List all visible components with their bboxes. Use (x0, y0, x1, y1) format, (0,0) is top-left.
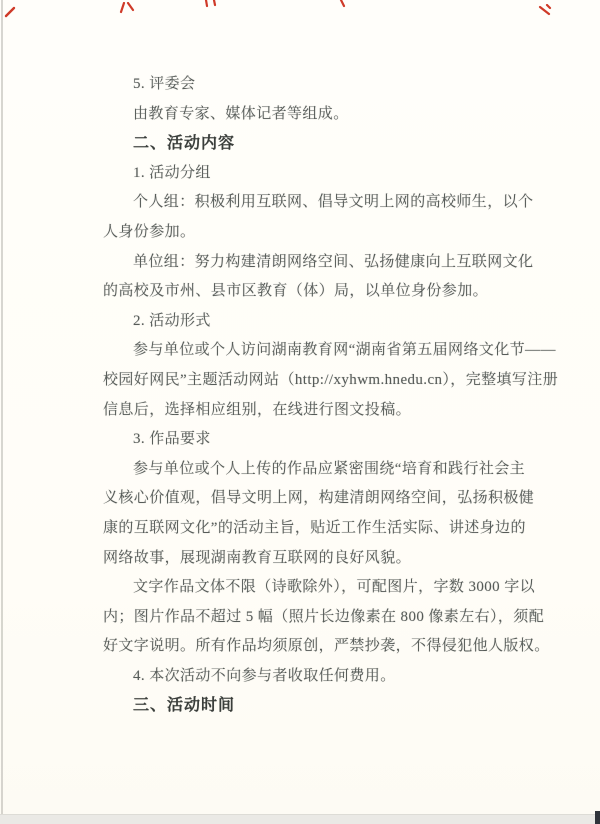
red-ink-mark (4, 6, 18, 18)
document-line: 1. 活动分组 (133, 164, 211, 181)
document-line: 的高校及市州、县市区教育（体）局，以单位身份参加。 (103, 283, 489, 300)
red-ink-mark (538, 4, 552, 16)
red-ink-mark (119, 2, 135, 14)
document-line: 康的互联网文化”的活动主旨，贴近工作生活实际、讲述身边的 (103, 519, 526, 536)
document-line: 义核心价值观，倡导文明上网，构建清朗网络空间，弘扬积极健 (103, 490, 535, 507)
document-line: 3. 作品要求 (133, 431, 211, 448)
document-heading-line: 二、活动内容 (133, 135, 236, 153)
scan-bottom-edge-band (0, 814, 600, 824)
document-line: 2. 活动形式 (133, 312, 211, 329)
document-line: 人身份参加。 (103, 223, 196, 240)
red-ink-mark (203, 0, 219, 8)
document-line: 内；图片作品不超过 5 幅（照片长边像素在 800 像素左右），须配 (103, 608, 545, 625)
document-line: 4. 本次活动不向参与者收取任何费用。 (133, 667, 396, 684)
document-line: 文字作品文体不限（诗歌除外），可配图片，字数 3000 字以 (133, 579, 536, 596)
document-line: 校园好网民”主题活动网站（http://xyhwm.hnedu.cn），完整填写注册 (103, 371, 559, 388)
document-line: 由教育专家、媒体记者等组成。 (133, 105, 349, 122)
document-line: 好文字说明。所有作品均须原创，严禁抄袭，不得侵犯他人版权。 (103, 638, 550, 655)
document-line: 个人组：积极利用互联网、倡导文明上网的高校师生，以个 (133, 194, 534, 211)
document-line: 网络故事，展现湖南教育互联网的良好风貌。 (103, 549, 412, 566)
document-heading-line: 三、活动时间 (133, 697, 236, 715)
document-line: 参与单位或个人访问湖南教育网“湖南省第五届网络文化节—— (133, 342, 556, 359)
scan-corner-mark (595, 811, 600, 824)
red-ink-mark (338, 0, 350, 8)
document-line: 单位组：努力构建清朗网络空间、弘扬健康向上互联网文化 (133, 253, 534, 270)
document-line: 5. 评委会 (133, 76, 196, 92)
scan-left-edge-line (1, 0, 3, 824)
document-line: 参与单位或个人上传的作品应紧密围绕“培育和践行社会主 (133, 460, 526, 477)
document-line: 信息后，选择相应组别，在线进行图文投稿。 (103, 401, 412, 418)
document-body (103, 70, 559, 721)
